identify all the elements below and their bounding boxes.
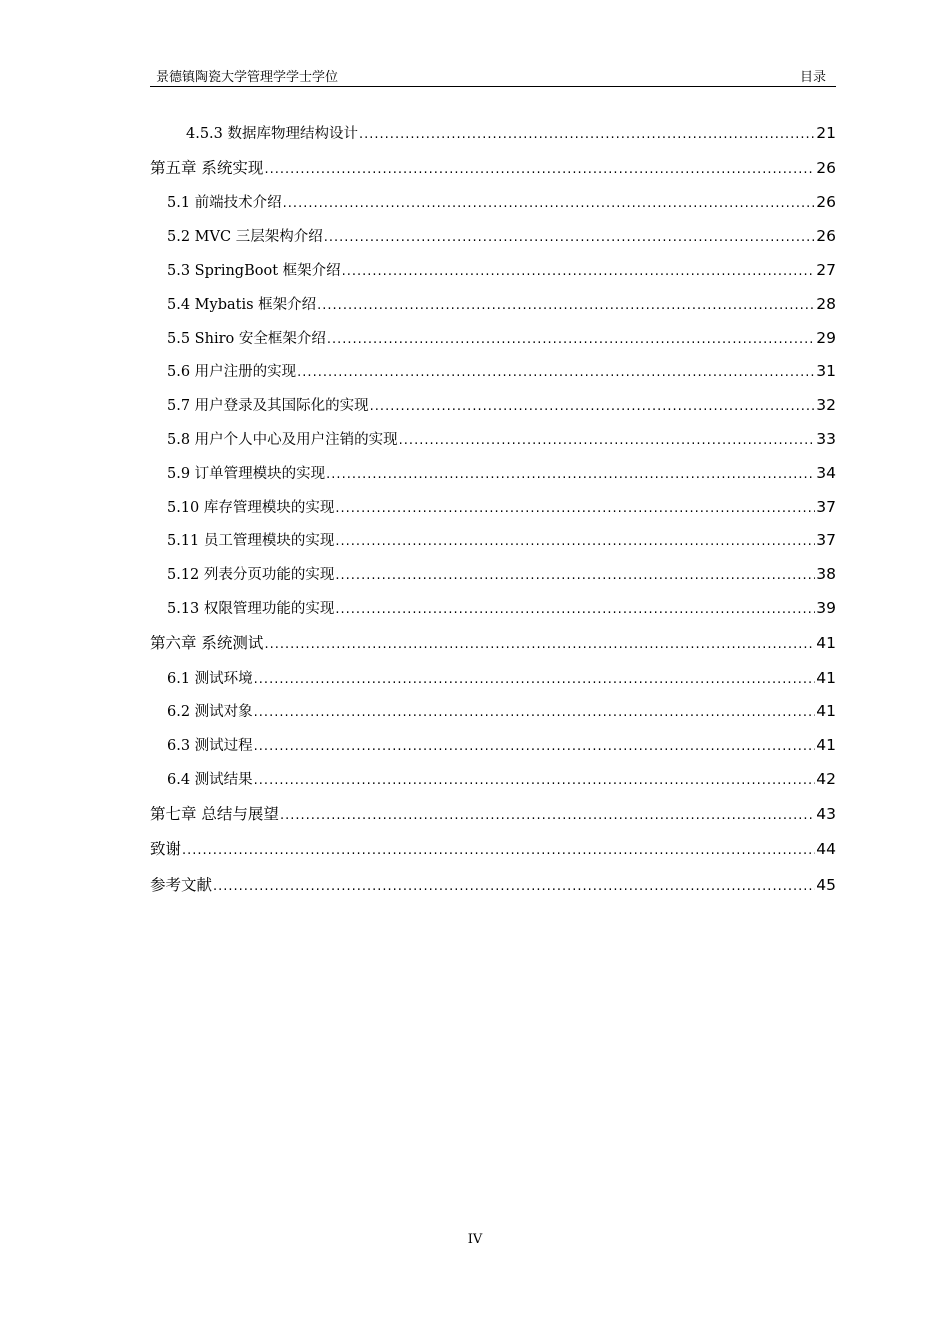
toc-entry-title: 第五章 系统实现 [150, 158, 264, 177]
toc-dot-leader [370, 399, 816, 414]
toc-entry[interactable] [150, 496, 836, 530]
toc-dot-leader [335, 568, 815, 583]
toc-entry[interactable] [150, 597, 836, 631]
toc-entry[interactable] [150, 293, 836, 327]
toc-dot-leader [280, 808, 815, 823]
toc-entry[interactable] [150, 873, 836, 909]
toc-entry-page: 27 [816, 261, 836, 280]
toc-dot-leader [399, 433, 816, 448]
toc-entry-page: 31 [816, 362, 836, 381]
toc-dot-leader [326, 467, 815, 482]
toc-entry-title: 5.6 用户注册的实现 [167, 364, 297, 381]
toc-entry[interactable] [150, 156, 836, 192]
toc-entry[interactable] [150, 667, 836, 701]
toc-entry-page: 34 [816, 463, 836, 482]
toc-entry-title: 5.7 用户登录及其国际化的实现 [167, 398, 369, 415]
toc-entry-page: 43 [816, 804, 836, 823]
toc-entry[interactable] [150, 837, 836, 873]
toc-dot-leader [254, 773, 816, 788]
page-number: IV [467, 1232, 483, 1247]
toc-entry-title: 5.5 Shiro 安全框架介绍 [167, 330, 326, 347]
toc-dot-leader [335, 501, 815, 516]
toc-entry-page: 41 [816, 736, 836, 755]
toc-dot-leader [335, 602, 815, 617]
toc-entry-title: 6.2 测试对象 [167, 704, 253, 721]
toc-entry-page: 42 [816, 769, 836, 788]
toc-entry-title: 6.1 测试环境 [167, 670, 253, 687]
toc-entry-page: 21 [816, 124, 836, 142]
toc-entry-title: 6.4 测试结果 [167, 771, 253, 788]
table-of-contents [150, 122, 836, 909]
toc-dot-leader [213, 879, 815, 894]
toc-entry-title: 5.11 员工管理模块的实现 [167, 533, 335, 550]
toc-entry-title: 参考文献 [150, 876, 213, 895]
toc-entry[interactable] [150, 462, 836, 496]
toc-dot-leader [324, 230, 816, 245]
toc-entry[interactable] [150, 122, 836, 156]
toc-dot-leader [264, 637, 815, 652]
toc-entry-page: 26 [816, 158, 836, 177]
toc-dot-leader [254, 672, 816, 687]
toc-dot-leader [254, 739, 816, 754]
toc-entry[interactable] [150, 394, 836, 428]
toc-entry-title: 6.3 测试过程 [167, 738, 253, 755]
toc-entry-page: 44 [816, 840, 836, 859]
toc-dot-leader [359, 127, 815, 142]
header-section-title: 目录 [799, 70, 826, 85]
toc-entry-page: 37 [816, 497, 836, 516]
toc-dot-leader [335, 534, 815, 549]
toc-entry-page: 39 [816, 599, 836, 618]
toc-dot-leader [182, 843, 815, 858]
toc-entry[interactable] [150, 529, 836, 563]
toc-entry-title: 5.4 Mybatis 框架介绍 [167, 296, 317, 313]
toc-entry[interactable] [150, 563, 836, 597]
page-header [150, 66, 836, 87]
toc-entry-page: 29 [816, 328, 836, 347]
toc-entry-title: 5.8 用户个人中心及用户注销的实现 [167, 432, 398, 449]
toc-entry-title: 5.2 MVC 三层架构介绍 [167, 229, 323, 246]
toc-entry-title: 5.3 SpringBoot 框架介绍 [167, 263, 341, 280]
toc-entry-page: 45 [816, 876, 836, 895]
toc-dot-leader [342, 264, 816, 279]
toc-entry-page: 37 [816, 531, 836, 550]
toc-entry-title: 第七章 总结与展望 [150, 804, 279, 823]
toc-entry[interactable] [150, 768, 836, 802]
toc-entry[interactable] [150, 631, 836, 667]
header-university-title: 景德镇陶瓷大学管理学学士学位 [156, 70, 339, 85]
toc-dot-leader [317, 298, 815, 313]
toc-entry[interactable] [150, 700, 836, 734]
toc-entry-page: 41 [816, 633, 836, 652]
toc-entry-title: 5.12 列表分页功能的实现 [167, 567, 335, 584]
toc-entry-page: 28 [816, 294, 836, 313]
toc-entry-title: 5.10 库存管理模块的实现 [167, 499, 335, 516]
toc-entry-page: 26 [816, 193, 836, 212]
toc-entry[interactable] [150, 360, 836, 394]
toc-entry-title: 4.5.3 数据库物理结构设计 [186, 126, 359, 142]
toc-entry[interactable] [150, 734, 836, 768]
toc-dot-leader [283, 196, 816, 211]
toc-entry-title: 5.13 权限管理功能的实现 [167, 601, 335, 618]
toc-entry-title: 5.9 订单管理模块的实现 [167, 465, 326, 482]
toc-entry-page: 38 [816, 565, 836, 584]
toc-entry-page: 26 [816, 227, 836, 246]
toc-entry-title: 5.1 前端技术介绍 [167, 195, 282, 212]
toc-entry[interactable] [150, 225, 836, 259]
toc-entry-page: 41 [816, 668, 836, 687]
toc-entry-title: 第六章 系统测试 [150, 633, 264, 652]
toc-dot-leader [264, 162, 815, 177]
toc-entry-page: 32 [816, 396, 836, 415]
toc-dot-leader [327, 332, 815, 347]
toc-entry-title: 致谢 [150, 840, 182, 859]
toc-entry[interactable] [150, 802, 836, 838]
toc-entry-page: 41 [816, 702, 836, 721]
toc-entry[interactable] [150, 428, 836, 462]
toc-entry[interactable] [150, 191, 836, 225]
toc-dot-leader [297, 365, 815, 380]
toc-dot-leader [254, 705, 816, 720]
toc-entry[interactable] [150, 259, 836, 293]
toc-entry[interactable] [150, 327, 836, 361]
toc-entry-page: 33 [816, 430, 836, 449]
